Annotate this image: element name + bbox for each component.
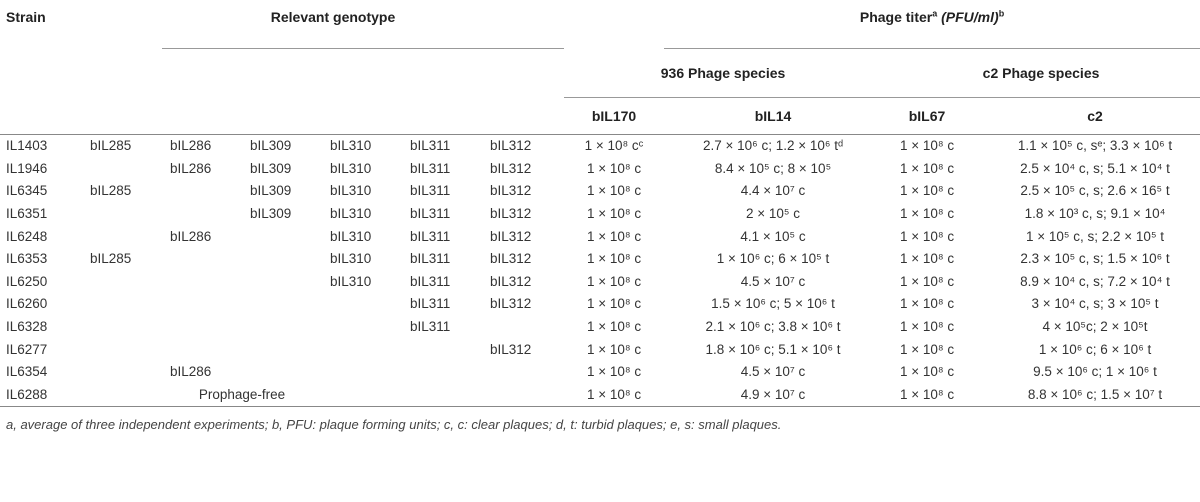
g4-cell: bIL310 — [330, 206, 372, 222]
table-row — [0, 202, 1200, 225]
g5-cell: bIL311 — [410, 206, 451, 222]
col-bil14-header: bIL14 — [754, 107, 792, 124]
g5-cell: bIL311 — [410, 228, 451, 244]
table-footnote: a, average of three independent experiments; b, PFU: plaque forming units; c, c: clear plaques; d, t: turbid plaques; e, s: small plaques. — [6, 416, 782, 432]
c2-cell: 8.8 × 10⁶ c; 1.5 × 10⁷ t — [1027, 386, 1163, 402]
g2-cell: bIL286 — [170, 364, 212, 380]
g4-cell: bIL310 — [330, 273, 372, 289]
g2-cell — [162, 293, 242, 316]
g3-cell — [242, 225, 322, 248]
g4-cell: bIL310 — [330, 228, 372, 244]
bil67-cell: 1 × 10⁸ c — [899, 251, 955, 267]
g5-cell — [402, 360, 482, 383]
bil67-cell: 1 × 10⁸ c — [899, 160, 955, 176]
g4-cell: bIL310 — [330, 138, 372, 154]
g5-cell: bIL311 — [410, 273, 451, 289]
bil67-cell: 1 × 10⁸ c — [899, 319, 955, 335]
group-c2-header: c2 Phage species — [882, 48, 1200, 97]
c2-cell: 2.3 × 10⁵ c, s; 1.5 × 10⁶ t — [1020, 251, 1170, 267]
g2-cell: bIL286 — [170, 228, 212, 244]
strain-cell: IL6277 — [6, 341, 48, 357]
g5-cell: bIL311 — [410, 251, 451, 267]
titer-label: Phage titer — [859, 9, 933, 25]
titer-footnote-a: a — [932, 8, 938, 19]
g6-cell: bIL312 — [490, 296, 532, 312]
c2-cell: 2.5 × 10⁴ c, s; 5.1 × 10⁴ t — [1020, 160, 1170, 176]
g2-cell — [162, 180, 242, 203]
bil67-cell: 1 × 10⁸ c — [899, 364, 955, 380]
g2-cell — [162, 247, 242, 270]
g1-cell — [82, 225, 162, 248]
g3-cell — [242, 360, 322, 383]
g3-cell — [242, 338, 322, 361]
g6-cell: bIL312 — [490, 341, 532, 357]
table-row — [0, 157, 1200, 180]
g3-cell: bIL309 — [250, 183, 292, 199]
g1-cell — [82, 157, 162, 180]
g1-cell — [82, 202, 162, 225]
bil14-cell: 1.8 × 10⁶ c; 5.1 × 10⁶ t — [705, 341, 841, 357]
g6-cell — [482, 315, 564, 338]
bil170-cell: 1 × 10⁸ c — [586, 341, 642, 357]
bil67-cell: 1 × 10⁸ c — [899, 386, 955, 402]
strain-cell: IL6354 — [6, 364, 48, 380]
table-row — [0, 180, 1200, 203]
g6-cell — [482, 360, 564, 383]
table-row — [0, 134, 1200, 157]
g1-cell — [82, 315, 162, 338]
bil14-cell: 1 × 10⁶ c; 6 × 10⁵ t — [716, 251, 830, 267]
c2-cell: 9.5 × 10⁶ c; 1 × 10⁶ t — [1033, 364, 1157, 380]
table-row — [0, 360, 1200, 383]
bil170-cell: 1 × 10⁸ c — [586, 273, 642, 289]
g4-cell — [322, 360, 402, 383]
g6-cell: bIL312 — [490, 273, 532, 289]
table-row — [0, 315, 1200, 338]
g6-cell: bIL312 — [490, 160, 532, 176]
bil170-cell: 1 × 10⁸ c — [586, 228, 642, 244]
g5-cell: bIL311 — [410, 138, 451, 154]
g3-cell — [242, 315, 322, 338]
g1-cell: bIL285 — [90, 251, 132, 267]
strain-cell: IL1403 — [6, 138, 48, 154]
c2-cell: 8.9 × 10⁴ c, s; 7.2 × 10⁴ t — [1020, 273, 1170, 289]
bil170-cell: 1 × 10⁸ c — [586, 296, 642, 312]
g4-cell — [322, 338, 402, 361]
bil67-cell: 1 × 10⁸ c — [899, 273, 955, 289]
bil14-cell: 4.1 × 10⁵ c — [740, 228, 806, 244]
c2-cell: 3 × 10⁴ c, s; 3 × 10⁵ t — [1031, 296, 1159, 312]
g6-cell: bIL312 — [490, 251, 532, 267]
bil67-cell: 1 × 10⁸ c — [899, 138, 955, 154]
g3-cell — [242, 293, 322, 316]
bil14-cell: 4.5 × 10⁷ c — [740, 273, 806, 289]
bil14-cell: 2.1 × 10⁶ c; 3.8 × 10⁶ t — [705, 319, 841, 335]
g1-cell — [82, 338, 162, 361]
bil67-cell: 1 × 10⁸ c — [899, 296, 955, 312]
bil170-cell: 1 × 10⁸ c — [586, 206, 642, 222]
g4-cell — [322, 315, 402, 338]
c2-cell: 1 × 10⁵ c, s; 2.2 × 10⁵ t — [1026, 228, 1165, 244]
g4-cell: bIL310 — [330, 183, 372, 199]
g3-cell: bIL309 — [250, 160, 292, 176]
bil14-cell: 2 × 10⁵ c — [746, 206, 801, 222]
table-row — [0, 270, 1200, 293]
genotype-header: Relevant genotype — [162, 0, 564, 48]
bil14-cell: 1.5 × 10⁶ c; 5 × 10⁶ t — [711, 296, 835, 312]
bil170-cell: 1 × 10⁸ c — [586, 364, 642, 380]
c2-cell: 4 × 10⁵c; 2 × 10⁵t — [1042, 319, 1148, 335]
g3-cell: bIL309 — [250, 138, 292, 154]
c2-cell: 2.5 × 10⁵ c, s; 2.6 × 16⁵ t — [1020, 183, 1170, 199]
g5-cell: bIL311 — [410, 319, 451, 335]
g4-cell: bIL310 — [330, 251, 372, 267]
strain-cell: IL6328 — [6, 319, 48, 335]
g5-cell — [402, 338, 482, 361]
strain-cell: IL6260 — [6, 296, 48, 312]
titer-unit: (PFU/ml) — [941, 9, 999, 25]
strain-header: Strain — [6, 9, 46, 25]
table-row — [0, 225, 1200, 248]
table-row — [0, 293, 1200, 316]
g3-cell — [242, 247, 322, 270]
bil170-cell: 1 × 10⁸ c — [586, 183, 642, 199]
g4-cell — [322, 293, 402, 316]
group-936-header: 936 Phage species — [564, 48, 882, 97]
g5-cell: bIL311 — [410, 296, 451, 312]
g1-cell — [82, 360, 162, 383]
genotype-cell: Prophage-free — [198, 386, 286, 402]
strain-cell: IL6353 — [6, 251, 48, 267]
col-bil67-header: bIL67 — [908, 107, 946, 124]
table-row-prophage-free — [0, 383, 1200, 406]
header-row-2 — [0, 48, 1200, 97]
bil67-cell: 1 × 10⁸ c — [899, 341, 955, 357]
g2-cell — [162, 315, 242, 338]
bil67-cell: 1 × 10⁸ c — [899, 206, 955, 222]
bil170-cell: 1 × 10⁸ c — [586, 386, 642, 402]
col-bil170-header: bIL170 — [591, 107, 637, 124]
col-c2-header: c2 — [1087, 107, 1103, 124]
g2-cell — [162, 270, 242, 293]
header-row-1 — [0, 0, 1200, 48]
strain-cell: IL6345 — [6, 183, 48, 199]
strain-cell: IL6250 — [6, 273, 48, 289]
bil14-cell: 2.7 × 10⁶ c; 1.2 × 10⁶ tᵈ — [703, 138, 844, 154]
g3-cell: bIL309 — [250, 206, 292, 222]
g2-cell — [162, 202, 242, 225]
c2-cell: 1.1 × 10⁵ c, sᵉ; 3.3 × 10⁶ t — [1017, 138, 1173, 154]
g2-cell — [162, 338, 242, 361]
g2-cell: bIL286 — [170, 138, 212, 154]
bil170-cell: 1 × 10⁸ c — [586, 251, 642, 267]
bil14-cell: 4.4 × 10⁷ c — [740, 183, 806, 199]
g6-cell: bIL312 — [490, 206, 532, 222]
bil14-cell: 4.9 × 10⁷ c — [740, 386, 806, 402]
g6-cell: bIL312 — [490, 138, 532, 154]
bil14-cell: 8.4 × 10⁵ c; 8 × 10⁵ — [714, 160, 832, 176]
g6-cell: bIL312 — [490, 183, 532, 199]
strain-cell: IL1946 — [6, 160, 48, 176]
g3-cell — [242, 270, 322, 293]
strain-cell: IL6288 — [6, 386, 48, 402]
bil67-cell: 1 × 10⁸ c — [899, 228, 955, 244]
g6-cell: bIL312 — [490, 228, 532, 244]
g5-cell: bIL311 — [410, 183, 451, 199]
bil170-cell: 1 × 10⁸ cᶜ — [584, 138, 644, 154]
header-row-3 — [0, 97, 1200, 134]
titer-footnote-b: b — [998, 8, 1005, 19]
c2-cell: 1.8 × 10³ c, s; 9.1 × 10⁴ — [1024, 206, 1166, 222]
table-row — [0, 338, 1200, 361]
c2-cell: 1 × 10⁶ c; 6 × 10⁶ t — [1038, 341, 1152, 357]
g1-cell — [82, 293, 162, 316]
strain-cell: IL6248 — [6, 228, 48, 244]
g1-cell: bIL285 — [90, 138, 132, 154]
bil170-cell: 1 × 10⁸ c — [586, 160, 642, 176]
titer-header — [664, 0, 1200, 48]
bil14-cell: 4.5 × 10⁷ c — [740, 364, 806, 380]
g2-cell: bIL286 — [170, 160, 212, 176]
g1-cell: bIL285 — [90, 183, 132, 199]
strain-cell: IL6351 — [6, 206, 48, 222]
g4-cell: bIL310 — [330, 160, 372, 176]
table-row — [0, 247, 1200, 270]
bil67-cell: 1 × 10⁸ c — [899, 183, 955, 199]
g1-cell — [82, 270, 162, 293]
g5-cell: bIL311 — [410, 160, 451, 176]
bil170-cell: 1 × 10⁸ c — [586, 319, 642, 335]
